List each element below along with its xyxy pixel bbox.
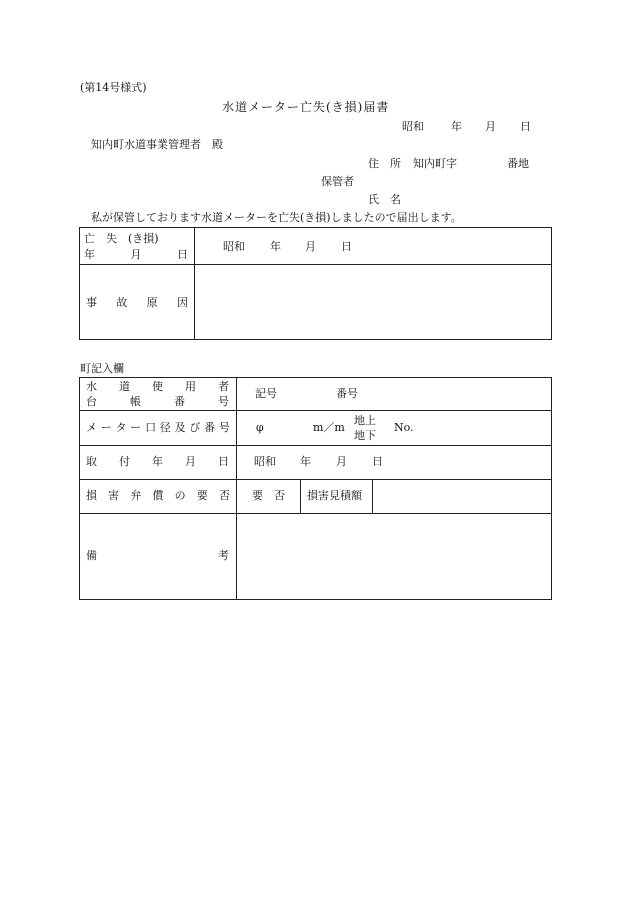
cause-label — [86, 297, 188, 308]
comp-char-6: 要 — [196, 489, 208, 502]
comp-char-1: 損 — [86, 489, 97, 502]
meter-char-4: ー — [130, 421, 142, 434]
install-era: 昭和 — [254, 455, 276, 468]
install-label — [86, 456, 229, 467]
need-label: 要 否 — [252, 489, 285, 502]
town-table-row-2 — [79, 445, 552, 446]
ledger-char-4: 用 — [185, 380, 196, 393]
loss-year-char: 年 — [84, 248, 95, 261]
document-title: 水道メーター亡失(き損)届書 — [222, 100, 390, 114]
install-char-2: 付 — [119, 455, 130, 468]
install-char-4: 月 — [185, 455, 196, 468]
meter-char-6: 径 — [159, 421, 171, 434]
date-day: 日 — [520, 120, 531, 133]
diameter-unit: m／m — [313, 421, 345, 434]
ledger-char-3: 使 — [152, 380, 163, 393]
remarks-char-2: 考 — [218, 549, 229, 562]
compensation-divider-2 — [372, 479, 373, 513]
loss-date-day: 日 — [341, 240, 352, 253]
loss-month-char: 月 — [130, 248, 142, 261]
ledger-char-2: 道 — [119, 380, 130, 393]
compensation-label — [86, 490, 230, 501]
ledger-char-8: 番 — [174, 395, 185, 408]
install-char-3: 年 — [152, 455, 163, 468]
cause-char-4: 因 — [176, 296, 188, 309]
address-town: 知内町字 — [413, 157, 457, 170]
ledger-label-line2 — [86, 396, 229, 407]
meter-char-9: 番 — [204, 421, 216, 434]
comp-char-7: 否 — [218, 489, 230, 502]
statement: 私が保管しております水道メーターを亡失(き損)しましたので届出します。 — [91, 211, 462, 224]
town-section-label: 町記入欄 — [80, 362, 124, 375]
town-table-row-1 — [79, 410, 552, 411]
meter-char-2: ー — [100, 421, 112, 434]
date-year: 年 — [451, 120, 462, 133]
town-table-row-3 — [79, 479, 552, 480]
meter-char-8: び — [189, 421, 201, 434]
town-table-row-4 — [79, 513, 552, 514]
address-lot-label: 番地 — [507, 157, 529, 170]
ledger-mark-label: 記号 — [255, 387, 277, 400]
ledger-char-7: 帳 — [130, 395, 141, 408]
meter-no-label: No. — [394, 421, 414, 434]
meter-char-10: 号 — [218, 421, 230, 434]
above-ground-label: 地上 — [354, 414, 376, 427]
loss-day-char: 日 — [177, 248, 188, 261]
comp-char-5: の — [174, 489, 186, 502]
install-char-1: 取 — [86, 455, 97, 468]
name-label: 氏 名 — [368, 193, 401, 206]
ledger-char-5: 者 — [218, 380, 229, 393]
loss-date-label: 亡 失 (き損) — [84, 232, 159, 245]
address-label: 住 所 — [368, 157, 401, 170]
loss-date-era: 昭和 — [223, 240, 245, 253]
install-char-5: 日 — [218, 455, 229, 468]
install-day: 日 — [372, 455, 383, 468]
ledger-char-1: 水 — [86, 380, 97, 393]
comp-char-2: 害 — [108, 489, 120, 502]
diameter-symbol: φ — [256, 421, 264, 434]
date-month: 月 — [485, 120, 496, 133]
loss-date-month: 月 — [305, 240, 316, 253]
loss-date-label-ymd — [84, 249, 188, 260]
ledger-char-6: 台 — [86, 395, 97, 408]
loss-table-row-divider — [79, 264, 552, 265]
meter-label — [86, 422, 230, 433]
meter-char-7: 及 — [174, 421, 186, 434]
below-ground-label: 地下 — [354, 429, 376, 442]
ledger-char-9: 号 — [218, 395, 229, 408]
remarks-label — [86, 550, 229, 561]
install-year: 年 — [300, 455, 311, 468]
meter-char-5: 口 — [145, 421, 157, 434]
custodian-role: 保管者 — [321, 175, 354, 188]
addressee: 知内町水道事業管理者 殿 — [91, 138, 223, 151]
cause-field[interactable] — [196, 266, 550, 338]
loss-table-col-divider — [194, 227, 195, 340]
estimate-field[interactable] — [374, 481, 550, 511]
compensation-divider-1 — [300, 479, 301, 513]
cause-char-3: 原 — [146, 296, 158, 309]
remarks-char-1: 備 — [86, 549, 97, 562]
cause-char-1: 事 — [86, 296, 97, 309]
ledger-number-label: 番号 — [336, 387, 358, 400]
remarks-field[interactable] — [238, 515, 550, 598]
meter-char-3: タ — [115, 421, 127, 434]
loss-date-year: 年 — [270, 240, 281, 253]
cause-char-2: 故 — [116, 296, 128, 309]
comp-char-4: 償 — [152, 489, 164, 502]
date-era: 昭和 — [402, 120, 424, 133]
install-month: 月 — [336, 455, 347, 468]
meter-char-1: メ — [86, 421, 97, 434]
form-number: (第14号様式) — [80, 81, 147, 94]
ledger-label-line1 — [86, 381, 229, 392]
comp-char-3: 弁 — [130, 489, 142, 502]
estimate-label: 損害見積額 — [307, 489, 362, 502]
